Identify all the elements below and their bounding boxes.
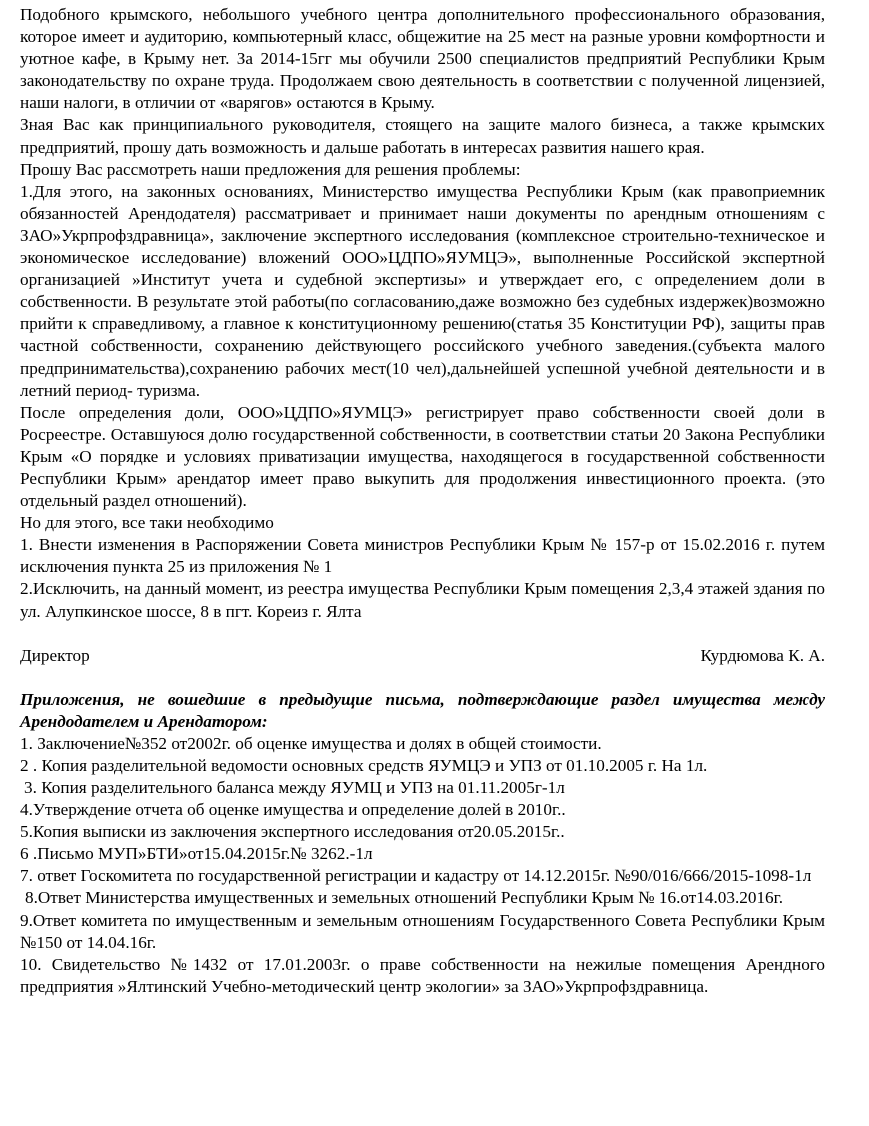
paragraph-necessary: Но для этого, все таки необходимо xyxy=(20,513,274,533)
signature-row xyxy=(20,645,825,667)
signature-position: Директор xyxy=(20,645,90,665)
paragraph-intro: Подобного крымского, небольшого учебного центра дополнительного профессионального образования, которое имеет и аудиторию, компьютерный класс, общежитие на 25 мест на разные уровни комфортности и уютное кафе, в Крыму нет. За 2014-15гг мы обучили 2500 специалистов предприятий Республики Крым законодательству по охране труда. Продолжаем свою деятельность в соответствии с полученной лицензией, наши налоги, в отличии от «варягов» остаются в Крыму. xyxy=(20,5,825,113)
appendix-item: 3. Копия разделительного баланса между ЯУМЦ и УПЗ на 01.11.2005г-1л xyxy=(24,778,565,797)
appendix-item: 4.Утверждение отчета об оценке имущества и определение долей в 2010г.. xyxy=(20,800,566,820)
paragraph-proposals-heading: Прошу Вас рассмотреть наши предложения для решения проблемы: xyxy=(20,159,521,179)
appendix-item: 1. Заключение№352 от2002г. об оценке имущества и долях в общей стоимости. xyxy=(20,733,602,753)
appendix-title: Приложения, не вошедшие в предыдущие письма, подтверждающие раздел имущества между Арендодателем и Арендатором: xyxy=(20,689,825,731)
paragraph-action-1: 1. Внести изменения в Распоряжении Совета министров Республики Крым № 157-р от 15.02.2016 г. путем исключения пункта 25 из приложения № 1 xyxy=(20,535,825,577)
appendix-list xyxy=(20,733,825,998)
spacer xyxy=(20,623,825,645)
paragraph-share-registration: После определения доли, ООО»ЦДПО»ЯУМЦЭ» регистрирует право собственности своей доли в Росреестре. Оставшуюся долю государственной собственности, в соответствии статьи 20 Закона Республики Крым «О порядке и условиях приватизации имущества, находящегося в государственной собственности Республики Крым» арендатор имеет право выкупить для продолжения инвестиционного проекта. (это отдельный раздел отношений). xyxy=(20,402,825,511)
appendix-item: 10. Свидетельство №1432 от 17.01.2003г. о праве собственности на нежилые помещения Арендного предприятия »Ялтинский Учебно-методический центр экологии» за ЗАО»Укрпрофздравница. xyxy=(20,954,825,996)
paragraph-proposal-1: 1.Для этого, на законных основаниях, Министерство имущества Республики Крым (как правоприемник обязанностей Арендодателя) рассматривает и принимает наши документы по арендным отношениям с ЗАО»Укрпрофздравница», заключение экспертного исследования (комплексное строительно-техническое и экономическое исследование) вложений ООО»ЦДПО»ЯУМЦЭ», выполненные Российской экспертной организацией »Институт учета и судебной экспертизы» и утверждает его, с определением доли в собственности. В результате этой работы(по согласованию,даже возможно без судебных издержек)возможно прийти к справедливому, а главное к конституционному решению(статья 35 Конституции РФ), защиты прав частной собственности, сохранению действующего российского учебного заведения.(субъекта малого предпринимательства),сохранению рабочих мест(10 чел),дальнейшей успешной учебной деятельности и в летний период- туризма. xyxy=(20,181,825,400)
paragraph-action-2: 2.Исключить, на данный момент, из реестра имущества Республики Крым помещения 2,3,4 этажей здания по ул. Алупкинское шоссе, 8 в пгт. Кореиз г. Ялта xyxy=(20,579,825,621)
appendix-item: 8.Ответ Министерства имущественных и земельных отношений Республики Крым № 16.от14.03.2016г. xyxy=(25,888,784,908)
paragraph-request-support: Зная Вас как принципиального руководителя, стоящего на защите малого бизнеса, а также крымских предприятий, прошу дать возможность и дальше работать в интересах развития нашего края. xyxy=(20,115,825,157)
document-page xyxy=(20,4,825,998)
appendix-item: 6 .Письмо МУП»БТИ»от15.04.2015г.№ 3262.-1л xyxy=(20,844,373,864)
signature-name: Курдюмова К. А. xyxy=(700,645,825,665)
appendix-item: 2 . Копия разделительной ведомости основных средств ЯУМЦЭ и УПЗ от 01.10.2005 г. На 1л. xyxy=(20,755,708,775)
appendix-item: 5.Копия выписки из заключения экспертного исследования от20.05.2015г.. xyxy=(20,822,565,842)
appendix-item: 7. ответ Госкомитета по государственной регистрации и кадастру от 14.12.2015г. №90/016/666/2015-1098-1л xyxy=(20,866,812,886)
appendix-item: 9.Ответ комитета по имущественным и земельным отношениям Государственного Совета Республики Крым №150 от 14.04.16г. xyxy=(20,910,825,952)
